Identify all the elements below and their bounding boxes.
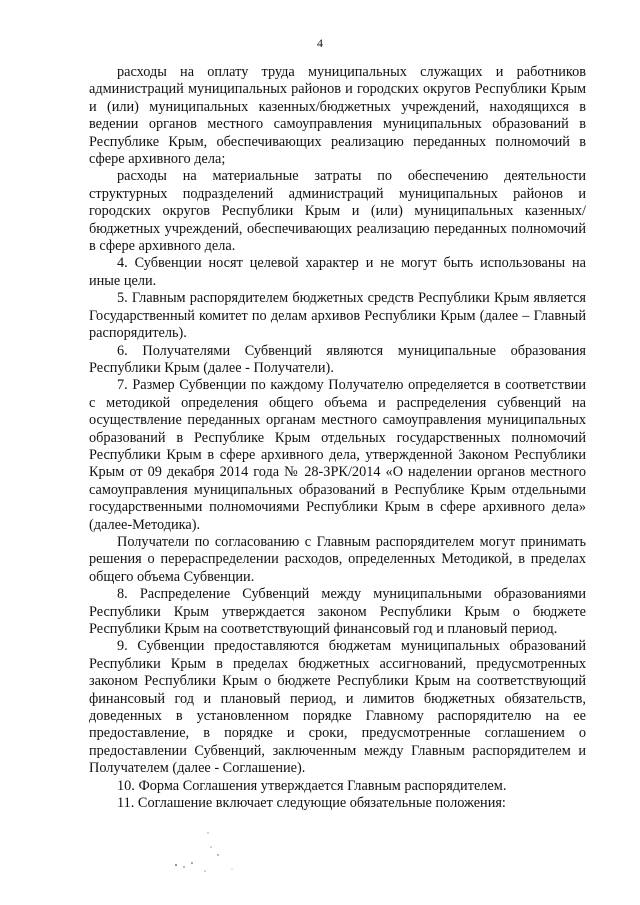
scan-specks [170, 825, 250, 875]
paragraph: 10. Форма Соглашения утверждается Главным распорядителем. [117, 777, 507, 794]
paragraph: 6. Получателями Субвенций являются муниципальные образования Республики Крым (далее - Получатели). [89, 342, 586, 376]
paragraph: 11. Соглашение включает следующие обязательные положения: [117, 795, 506, 812]
document-body [89, 64, 586, 812]
paragraph: Получатели по согласованию с Главным распорядителем могут принимать решения о перераспределении расходов, определенных Методикой, в пределах общего объема Субвенции. [89, 533, 586, 585]
paragraph: расходы на оплату труда муниципальных служащих и работников администраций муниципальных районов и городских округов Республики Крым и (или) муниципальных казенных/бюджетных учреждений, находящихся в ведении органов местного самоуправления муниципальных образований в Республике Крым, обеспечивающих реализацию переданных полномочий в сфере архивного дела; [89, 64, 586, 168]
paragraph: расходы на материальные затраты по обеспечению деятельности структурных подразделений администраций муниципальных районов и городских округов Республики Крым и (или) муниципальных казенных/бюджетных учреждений, обеспечивающих реализацию переданных полномочий в сфере архивного дела. [89, 168, 586, 255]
paragraph: 9. Субвенции предоставляются бюджетам муниципальных образований Республики Крым в пределах бюджетных ассигнований, предусмотренных законом Республики Крым о бюджете Республики Крым на соответствующий финансовый год и плановый период, и лимитов бюджетных обязательств, доведенных в установленном порядке Главному распорядителю на ее предоставление, в порядке и сроки, предусмотренные соглашением о предоставлении Субвенций, заключенным между Главным распорядителем и Получателем (далее - Соглашение). [89, 638, 586, 777]
paragraph: 4. Субвенции носят целевой характер и не могут быть использованы на иные цели. [89, 255, 586, 289]
page-number: 4 [317, 36, 323, 50]
paragraph: 7. Размер Субвенции по каждому Получателю определяется в соответствии с методикой определения общего объема и распределения субвенций на осуществление переданных органам местного самоуправления муниципальных образований в Республике Крым отдельных государственных полномочий Республики Крым в сфере архивного дела, утвержденной Законом Республики Крым от 09 декабря 2014 года № 28-ЗРК/2014 «О наделении органов местного самоуправления муниципальных образований в Республике Крым отдельными государственными полномочиями Республики Крым в сфере архивного дела» (далее-Методика). [89, 377, 586, 533]
paragraph: 8. Распределение Субвенций между муниципальными образованиями Республики Крым утверждается законом Республики Крым о бюджете Республики Крым на соответствующий финансовый год и плановый период. [89, 586, 586, 637]
paragraph: 5. Главным распорядителем бюджетных средств Республики Крым является Государственный комитет по делам архивов Республики Крым (далее – Главный распорядитель). [89, 290, 586, 342]
